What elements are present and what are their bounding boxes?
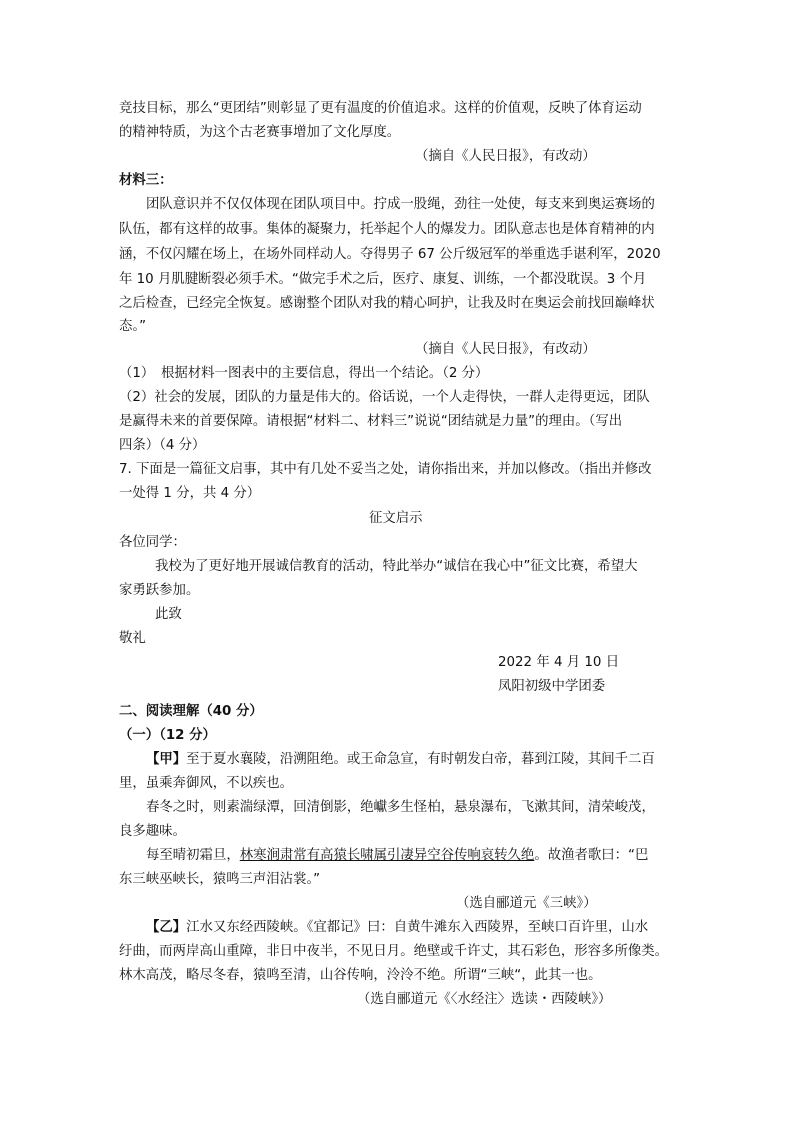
subsection-heading: （一）（12 分） [119, 728, 216, 743]
section-heading: 材料三： [119, 173, 173, 188]
paragraph-line: 之后检查，已经完全恢复。感谢整个团队对我的精心呵护，让我及时在奥运会前找回巅峰状 [119, 296, 655, 311]
passage-line [146, 916, 648, 940]
passage-text: 每至晴初霜旦， [146, 848, 240, 863]
passage-label: 【乙】 [146, 920, 187, 935]
notice-body: 我校为了更好地开展诚信教育的活动，特此举办“诚信在我心中”征文比赛，希望大 [155, 559, 638, 574]
passage-line [146, 844, 648, 868]
notice-body: 家勇跃参加。 [119, 583, 200, 598]
passage-text: 。故渔者歌曰：“巴 [534, 848, 649, 863]
notice-title: 征文启示 [369, 511, 423, 526]
paragraph-line: 队伍，都有这样的故事。集体的凝聚力，托举起个人的爆发力。团队意志也是体育精神的内 [119, 222, 655, 237]
notice-date: 2022 年 4 月 10 日 [498, 655, 620, 670]
paragraph-line: 的精神特质，为这个古老赛事增加了文化厚度。 [119, 125, 401, 140]
passage-line: 春冬之时，则素湍绿潭，回清倒影，绝巘多生怪柏，悬泉瀑布，飞漱其间，清荣峻茂， [146, 800, 655, 815]
paragraph-line: 竞技目标，那么“更团结”则彰显了更有温度的价值追求。这样的价值观，反映了体育运动 [119, 101, 642, 116]
source-note: （选自郦道元《三峡》） [456, 896, 597, 911]
passage-line: 里，虽乘奔御风，不以疾也。 [119, 776, 294, 791]
paragraph-line: 涵，不仅闪耀在场上，在场外同样动人。夺得男子 67 公斤级冠军的举重选手谌利军，2020 [119, 247, 661, 262]
notice-closing: 敬礼 [119, 631, 146, 646]
passage-line: 林木高茂，略尽冬春，猿鸣至清，山谷传响，泠泠不绝。所谓“三峡“，此其一也。 [119, 968, 602, 983]
notice-closing: 此致 [155, 607, 182, 622]
paragraph-line: 年 10 月肌腱断裂必须手术。“做完手术之后，医疗、康复、训练，一个都没耽误。3 个月 [119, 272, 647, 287]
passage-line: 良多趣味。 [119, 824, 186, 839]
question-line: 一处得 1 分，共 4 分） [119, 486, 261, 501]
notice-greeting: 各位同学： [119, 535, 186, 550]
passage-line [146, 748, 655, 772]
passage-label: 【甲】 [146, 752, 187, 767]
question-line: （1） 根据材料一图表中的主要信息，得出一个结论。（2 分） [119, 366, 489, 381]
underlined-sentence: 林寒涧肃常有高猿长啸属引凄异空谷传响哀转久绝 [239, 848, 535, 863]
question-line: 是赢得未来的首要保障。请根据“材料二、材料三”说说“团结就是力量”的理由。（写出 [119, 414, 623, 429]
paragraph-line: 团队意识并不仅仅体现在团队项目中。拧成一股绳，劲往一处使，每支来到奥运赛场的 [146, 197, 655, 212]
paragraph-line: 态。” [119, 319, 147, 334]
question-line: （2）社会的发展，团队的力量是伟大的。俗话说，一个人走得快，一群人走得更远，团队 [119, 390, 650, 405]
source-note: （摘自《人民日报》，有改动） [415, 342, 596, 357]
passage-text: 至于夏水襄陵，沿溯阻绝。或王命急宣，有时朝发白帝，暮到江陵，其间千二百 [186, 752, 655, 767]
passage-line: 纡曲，而两岸高山重障，非日中夜半，不见日月。绝壁或千许丈，其石彩色，形容多所像类。 [119, 944, 669, 959]
passage-line: 东三峡巫峡长，猿鸣三声泪沾裳。” [119, 872, 321, 887]
source-note: （选自郦道元《〈水经注〉选读・西陵峡》） [357, 992, 612, 1007]
passage-text: 江水又东经西陵峡。《宜都记》曰：自黄牛滩东入西陵界，至峡口百许里，山水 [186, 920, 649, 935]
notice-signature: 凤阳初级中学团委 [498, 679, 606, 694]
question-line: 7. 下面是一篇征文启事，其中有几处不妥当之处，请你指出来，并加以修改。（指出并修改 [119, 462, 652, 477]
question-line: 四条）（4 分） [119, 438, 206, 453]
section-heading: 二、阅读理解（40 分） [119, 704, 263, 719]
source-note: （摘自《人民日报》，有改动） [415, 149, 596, 164]
